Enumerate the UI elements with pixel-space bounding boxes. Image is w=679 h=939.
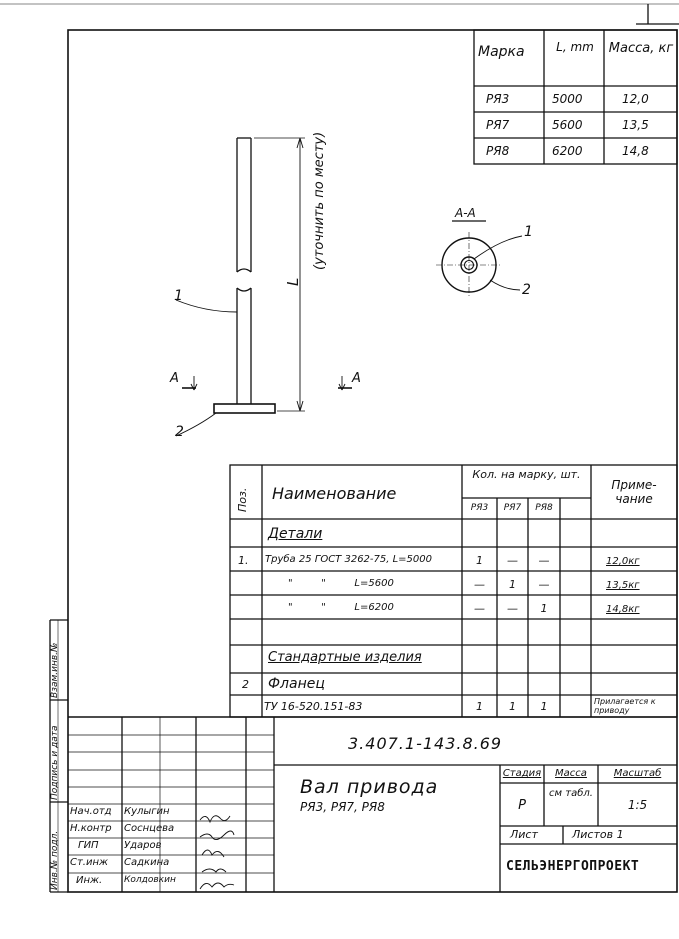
person-name: Кулыгин xyxy=(124,806,170,817)
person-role: Нач.отд xyxy=(70,806,112,817)
spec-header-pos: Поз. xyxy=(236,487,249,512)
scale-label: Масштаб xyxy=(613,768,662,779)
spec-row-qty: — xyxy=(507,602,518,615)
spec-row-pos: 2 xyxy=(242,678,249,691)
mass-row-mark: РЯ7 xyxy=(486,118,510,132)
spec-row-name: Фланец xyxy=(268,676,325,692)
mass-header-length: L, mm xyxy=(556,40,594,54)
person-role: Н.контр xyxy=(70,823,112,834)
mass-row-mass: 14,8 xyxy=(622,144,649,158)
sheets-label: Листов 1 xyxy=(572,828,624,841)
spec-row-qty: 1 xyxy=(540,700,548,713)
mass-row-length: 6200 xyxy=(552,144,583,158)
mass-row-length: 5000 xyxy=(552,92,583,106)
mass-row-mass: 12,0 xyxy=(622,92,649,106)
side-stamp-replacement: Взам.инв.№ xyxy=(50,642,60,698)
spec-row-note: 12,0кг xyxy=(606,556,640,567)
mass-header-mark: Марка xyxy=(478,44,525,60)
spec-row-qty: 1 xyxy=(476,700,483,713)
callout-2: 2 xyxy=(175,424,184,440)
mass-label: Масса xyxy=(555,768,587,779)
spec-row-qty: 1 xyxy=(509,700,516,713)
person-name: Соснцева xyxy=(124,823,175,834)
spec-header-mark: РЯ8 xyxy=(535,503,553,513)
side-stamp-inventory: Инв.№ подл. xyxy=(50,830,60,890)
mass-value: см табл. xyxy=(549,788,593,799)
spec-row-qty: 1 xyxy=(509,578,516,591)
spec-header-mark: РЯ3 xyxy=(470,503,489,513)
person-role: Ст.инж xyxy=(70,857,109,868)
section-label: А-А xyxy=(455,206,476,220)
person-name: Ударов xyxy=(124,840,162,851)
organization-name: СЕЛЬЭНЕРГОПРОЕКТ xyxy=(506,859,640,874)
spec-row-qty: — xyxy=(538,554,550,567)
stage-value: Р xyxy=(518,798,526,813)
mass-row-mark: РЯ8 xyxy=(486,144,510,158)
person-role: ГИП xyxy=(78,840,99,851)
spec-row-note: Прилагается к приводу xyxy=(594,697,656,715)
dimension-letter: L xyxy=(284,277,302,286)
spec-row-qty: 1 xyxy=(540,602,548,615)
person-name: Садкина xyxy=(124,857,170,868)
spec-section-heading: Детали xyxy=(268,526,323,542)
doc-code: 3.407.1-143.8.69 xyxy=(348,734,503,753)
dimension-note: (уточнить по месту) xyxy=(312,131,327,270)
side-stamp-signature: Подпись и дата xyxy=(50,725,60,800)
sheet-label: Лист xyxy=(510,828,538,841)
spec-row-pos: 1. xyxy=(238,554,249,567)
scale-value: 1:5 xyxy=(627,798,648,812)
mass-row-mass: 13,5 xyxy=(622,118,649,132)
spec-header-qty: Кол. на марку, шт. xyxy=(472,468,581,481)
spec-header-name: Наименование xyxy=(272,484,397,503)
drawing-title: Вал привода xyxy=(300,776,439,798)
spec-row-name: " " L=5600 xyxy=(288,578,394,589)
spec-header-mark: РЯ7 xyxy=(503,503,522,513)
spec-row-name: ТУ 16-520.151-83 xyxy=(264,700,363,713)
person-role: Инж. xyxy=(76,875,103,886)
spec-row-qty: 1 xyxy=(476,554,483,567)
spec-section-heading: Стандартные изделия xyxy=(268,650,422,665)
spec-row-name: " " L=6200 xyxy=(288,602,394,613)
section-mark-right: А xyxy=(352,371,361,386)
spec-row-qty: — xyxy=(507,554,518,567)
spec-row-name: Труба 25 ГОСТ 3262-75, L=5000 xyxy=(265,554,433,565)
spec-row-qty: — xyxy=(474,578,485,591)
spec-row-qty: — xyxy=(538,578,550,591)
callout-1: 1 xyxy=(174,288,183,304)
section-callout-2: 2 xyxy=(522,282,531,298)
mass-row-length: 5600 xyxy=(552,118,583,132)
spec-row-qty: — xyxy=(474,602,485,615)
stage-label: Стадия xyxy=(502,768,542,779)
section-callout-1: 1 xyxy=(524,224,533,240)
spec-row-note: 14,8кг xyxy=(606,604,640,615)
person-name: Колдовкин xyxy=(124,875,176,885)
spec-header-note: Приме- чание xyxy=(611,478,657,506)
mass-row-mark: РЯ3 xyxy=(486,92,510,106)
spec-row-note: 13,5кг xyxy=(606,580,640,591)
section-mark-left: А xyxy=(170,371,179,386)
mass-header-mass: Масса, кг xyxy=(608,41,674,56)
drawing-subtitle: РЯ3, РЯ7, РЯ8 xyxy=(300,800,385,814)
